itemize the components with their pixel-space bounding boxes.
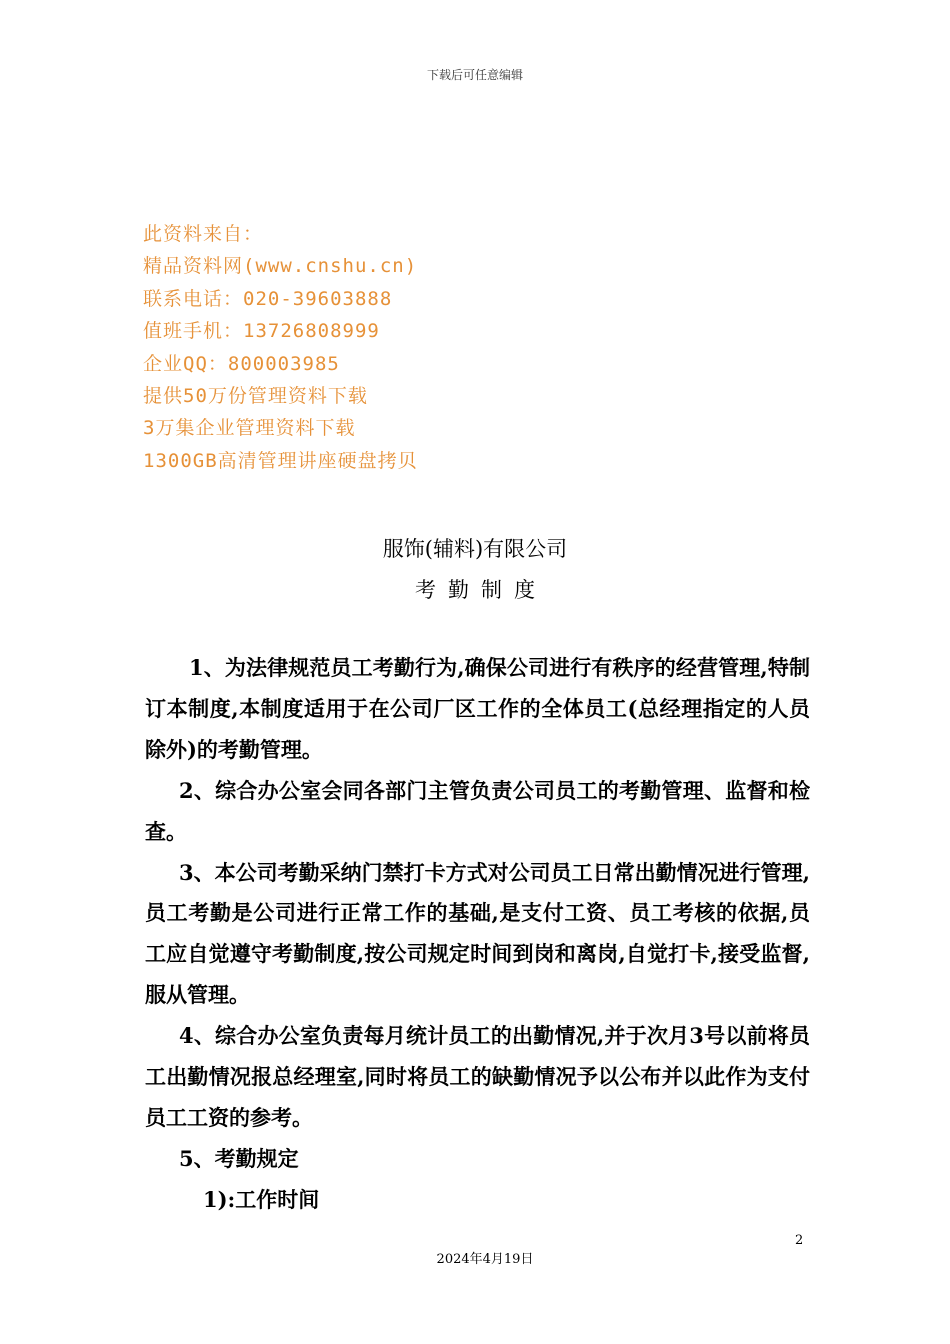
document-body (145, 648, 810, 1221)
header-note: 下载后可任意编辑 (426, 68, 523, 82)
paragraph-4: 4、综合办公室负责每月统计员工的出勤情况,并于次月3号以前将员工出勤情况报总经理室,同时将员工的缺勤情况予以公布并以此作为支付员工工资的参考。 (145, 1023, 810, 1130)
footer-date: 2024年4月19日 (436, 1252, 534, 1267)
promo-offer-line: 3万集企业管理资料下载 (143, 417, 356, 440)
company-name: 服饰(辅料)有限公司 (382, 537, 568, 561)
paragraph-3: 3、本公司考勤采纳门禁打卡方式对公司员工日常出勤情况进行管理,员工考勤是公司进行正常工作的基础,是支付工资、员工考核的依据,员工应自觉遵守考勤制度,按公司规定时间到岗和离岗,自觉打卡,接受监督,服从管理。 (145, 859, 810, 1008)
promo-site-line: 精品资料网(www.cnshu.cn) (143, 255, 418, 278)
promo-qq-line: 企业QQ：800003985 (143, 352, 340, 375)
promo-mobile-line: 值班手机：13726808999 (143, 320, 380, 343)
promo-source-line: 此资料来自： (143, 223, 264, 245)
paragraph-2: 2、综合办公室会同各部门主管负责公司员工的考勤管理、监督和检查。 (145, 777, 810, 844)
promo-offer-line: 1300GB高清管理讲座硬盘拷贝 (143, 449, 418, 472)
promo-block (143, 218, 418, 477)
paragraph-5-heading: 5、考勤规定 (179, 1145, 299, 1171)
page-number: 2 (795, 1233, 804, 1248)
paragraph-1: 1、为法律规范员工考勤行为,确保公司进行有秩序的经营管理,特制订本制度,本制度适用于在公司厂区工作的全体员工(总经理指定的人员除外)的考勤管理。 (145, 655, 810, 762)
subsection-heading: 1):工作时间 (203, 1186, 320, 1212)
document-title: 考勤制度 (415, 578, 547, 602)
promo-offer-line: 提供50万份管理资料下载 (143, 384, 368, 407)
promo-phone-line: 联系电话：020-39603888 (143, 287, 393, 310)
